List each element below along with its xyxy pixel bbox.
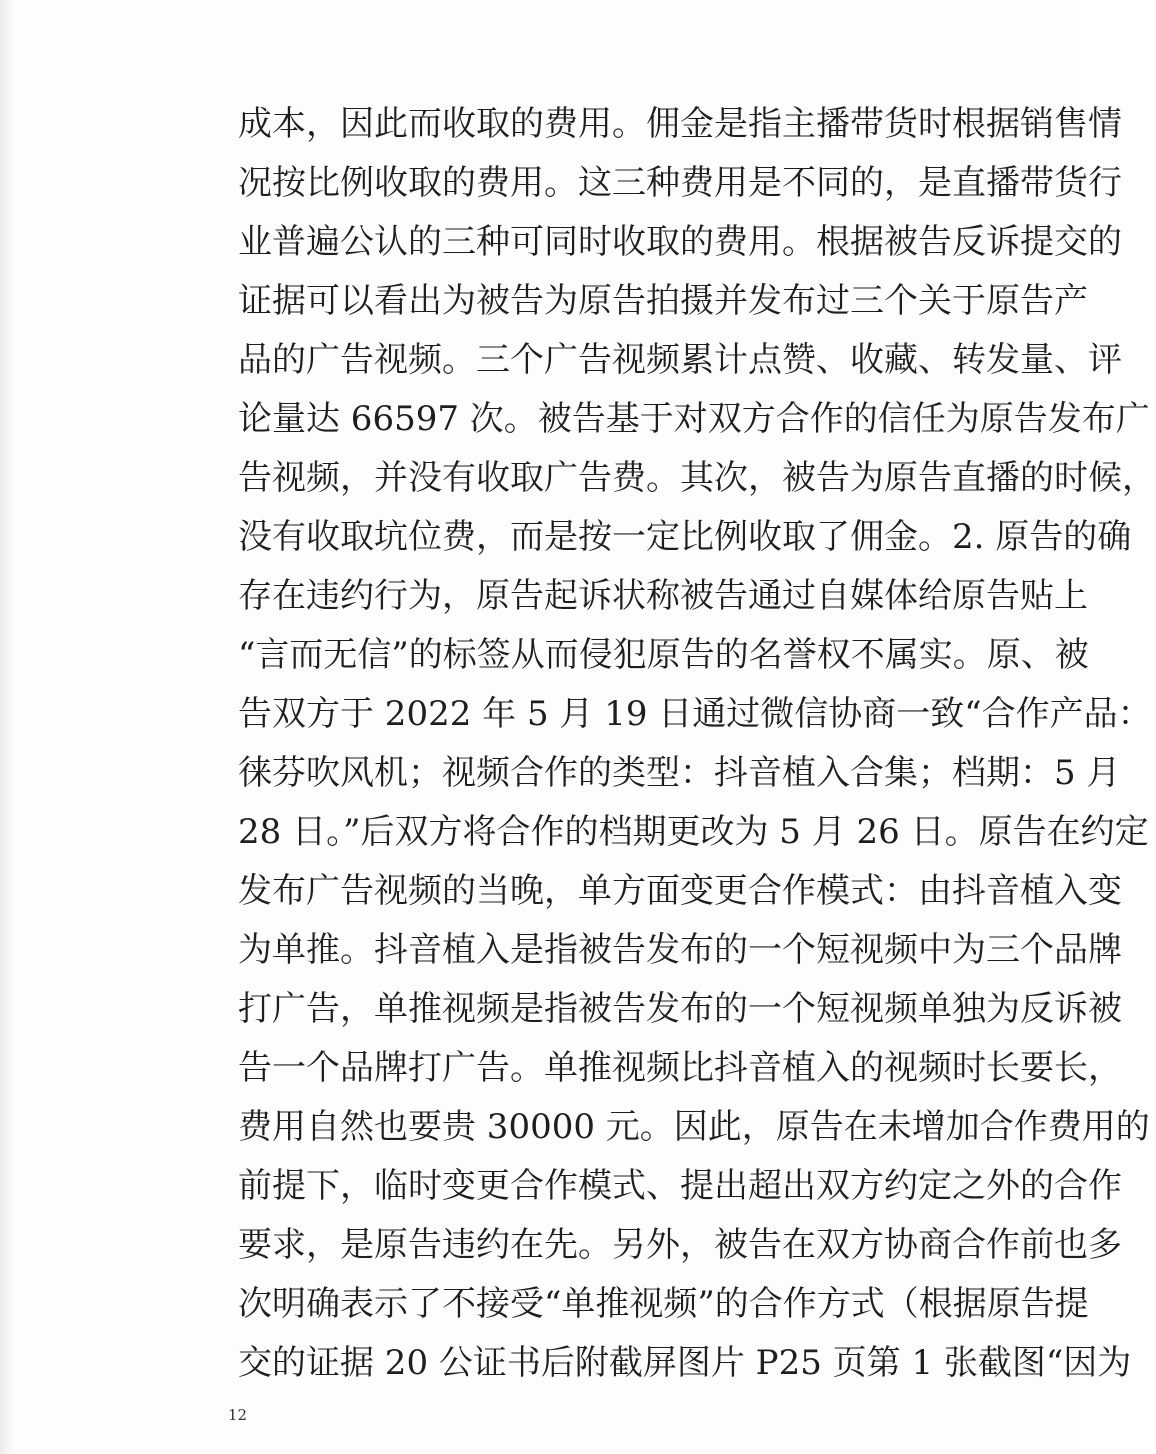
text-line-14: 发布广告视频的当晚，单方面变更合作模式：由抖音植入变 (238, 871, 1122, 911)
page-number: 12 (228, 1406, 248, 1424)
text-line-12: 徕芬吹风机；视频合作的类型：抖音植入合集；档期：5 月 (238, 753, 1121, 793)
text-line-10: “言而无信”的标签从而侵犯原告的名誉权不属实。原、被 (238, 635, 1089, 675)
text-line-22: 交的证据 20 公证书后附截屏图片 P25 页第 1 张截图“因为 (238, 1343, 1132, 1383)
text-line-18: 费用自然也要贵 30000 元。因此，原告在未增加合作费用的 (238, 1107, 1150, 1147)
text-line-19: 前提下，临时变更合作模式、提出超出双方约定之外的合作 (238, 1166, 1122, 1206)
text-line-21: 次明确表示了不接受“单推视频”的合作方式（根据原告提 (238, 1284, 1089, 1324)
text-line-2: 况按比例收取的费用。这三种费用是不同的，是直播带货行 (238, 163, 1122, 203)
text-line-8: 没有收取坑位费，而是按一定比例收取了佣金。2. 原告的确 (238, 517, 1132, 557)
scan-shadow-edge (0, 0, 14, 1454)
text-line-1: 成本，因此而收取的费用。佣金是指主播带货时根据销售情 (238, 104, 1122, 144)
text-line-13: 28 日。”后双方将合作的档期更改为 5 月 26 日。原告在约定 (238, 812, 1149, 852)
text-line-11: 告双方于 2022 年 5 月 19 日通过微信协商一致“合作产品： (238, 694, 1152, 734)
text-line-6: 论量达 66597 次。被告基于对双方合作的信任为原告发布广 (238, 399, 1150, 439)
text-line-3: 业普遍公认的三种可同时收取的费用。根据被告反诉提交的 (238, 222, 1122, 262)
text-line-4: 证据可以看出为被告为原告拍摄并发布过三个关于原告产 (238, 281, 1088, 321)
text-line-7: 告视频，并没有收取广告费。其次，被告为原告直播的时候， (238, 458, 1156, 498)
text-line-20: 要求，是原告违约在先。另外，被告在双方协商合作前也多 (238, 1225, 1122, 1265)
text-line-16: 打广告，单推视频是指被告发布的一个短视频单独为反诉被 (238, 989, 1122, 1029)
text-line-15: 为单推。抖音植入是指被告发布的一个短视频中为三个品牌 (238, 930, 1122, 970)
text-line-17: 告一个品牌打广告。单推视频比抖音植入的视频时长要长， (238, 1048, 1122, 1088)
text-line-9: 存在违约行为，原告起诉状称被告通过自媒体给原告贴上 (238, 576, 1088, 616)
text-line-5: 品的广告视频。三个广告视频累计点赞、收藏、转发量、评 (238, 340, 1122, 380)
